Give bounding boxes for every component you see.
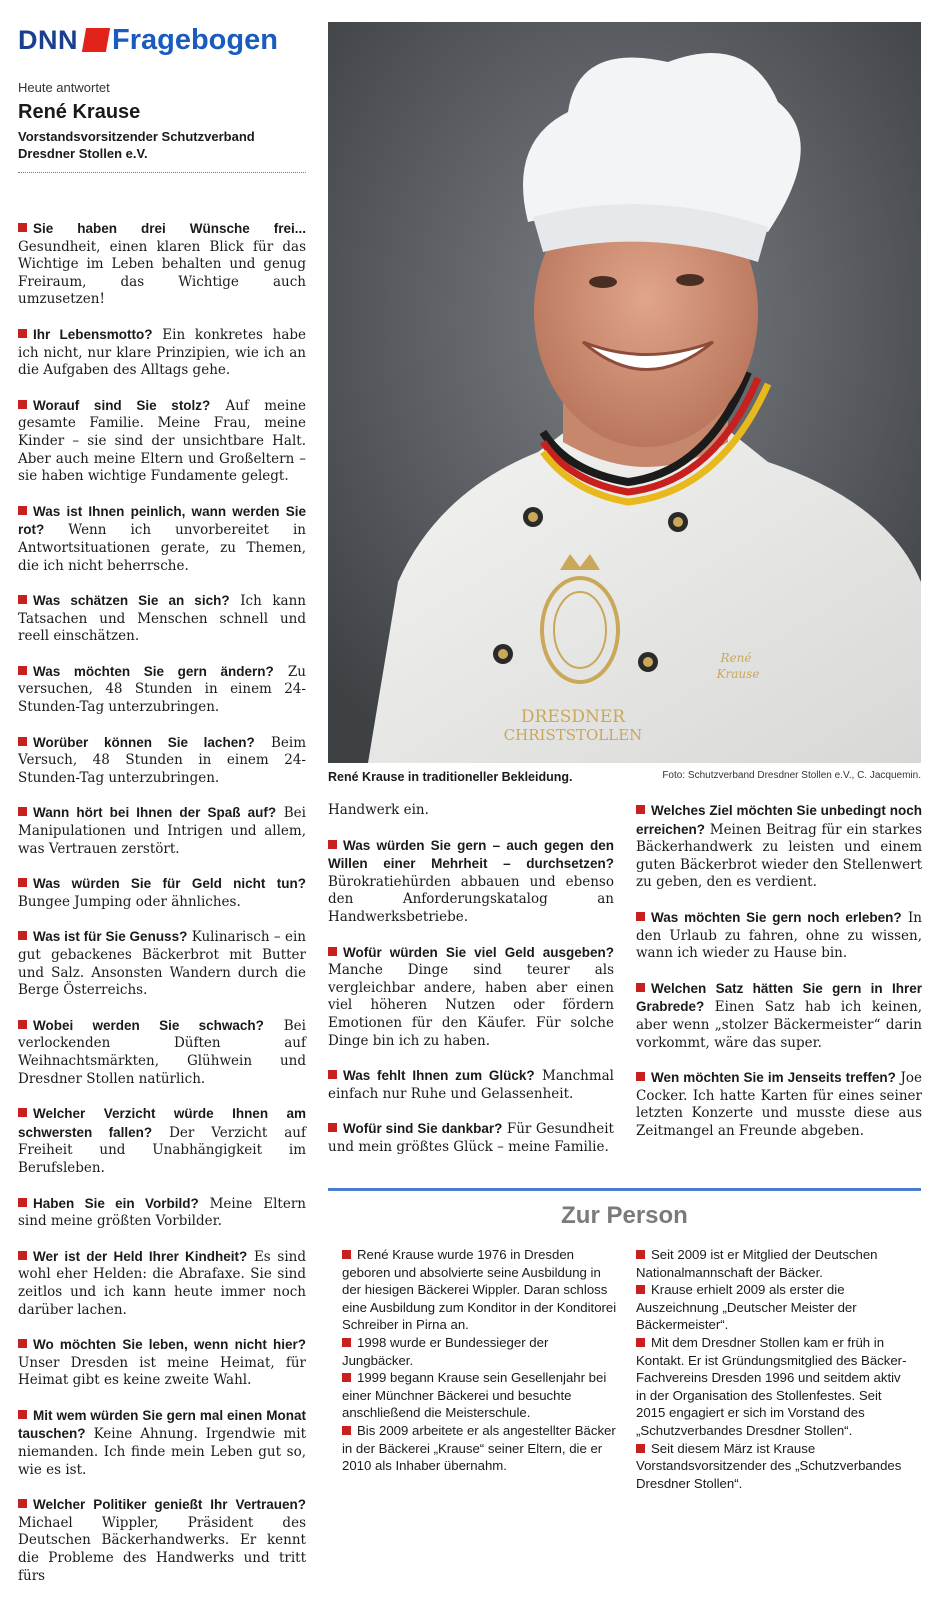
bullet-square-icon bbox=[342, 1426, 351, 1435]
jacket-name-line-2: Krause bbox=[716, 667, 760, 681]
bullet-square-icon bbox=[636, 1285, 645, 1294]
bullet-square-icon bbox=[18, 1251, 27, 1260]
bio-item bbox=[636, 1246, 914, 1281]
qa-item bbox=[636, 980, 922, 1052]
bio-text: René Krause wurde 1976 in Dresden geboren und absolvierte seine Ausbildung in der hiesigen Bäckerei Wippler. Daran schloss eine Ausbildung zum Konditor in der Konditorei Schreiber in Pirna an. bbox=[342, 1247, 617, 1333]
bio-text: Bis 2009 arbeitete er als angestellter Bäcker in der Bäckerei „Krause“ seiner Eltern, die er 2010 als Inhaber übernahm. bbox=[342, 1422, 616, 1474]
qa-column-3 bbox=[636, 802, 922, 1158]
qa-item bbox=[18, 1248, 306, 1319]
bullet-square-icon bbox=[18, 737, 27, 746]
qa-item bbox=[328, 944, 614, 1051]
question: Wer ist der Held Ihrer Kindheit? bbox=[33, 1248, 248, 1264]
qa-item bbox=[328, 1067, 614, 1103]
answer: Meinen Beitrag für ein starkes Bäckerhandwerk zu leisten und einem guten Bäckerbrot wieder den Stellenwert zu geben, den es verdient. bbox=[636, 821, 922, 891]
baker-portrait-illustration bbox=[328, 22, 921, 763]
answer: Bei verlockenden Düften auf Weihnachtsmärkten, Glühwein und Dresdner Stollen natürlich. bbox=[18, 1017, 306, 1087]
qa-item bbox=[18, 397, 306, 486]
question: Was ist Ihnen peinlich, wann werden Sie rot? bbox=[18, 503, 306, 538]
bio-text: Mit dem Dresdner Stollen kam er früh in Kontakt. Er ist Gründungsmitglied des Bäcker-Fachvereins Dresden 1996 und seitdem aktiv in der Organisation des Stollenfestes. Seit 2015 engagiert er sich im Vorstand des „Schutzverbandes Dresdner Stollen“. bbox=[636, 1334, 907, 1438]
answer: Keine Ahnung. Irgendwie mit niemanden. Ich finde mein Leben gut so, wie es ist. bbox=[18, 1426, 306, 1478]
bullet-square-icon bbox=[18, 506, 27, 515]
bullet-square-icon bbox=[636, 1250, 645, 1259]
answer: Ich kann Tatsachen und Menschen schnell und reell einschätzen. bbox=[18, 593, 307, 645]
photo-credit: Foto: Schutzverband Dresdner Stollen e.V., C. Jacquemin. bbox=[662, 770, 921, 781]
bullet-square-icon bbox=[328, 840, 337, 849]
bullet-square-icon bbox=[18, 1020, 27, 1029]
qa-item bbox=[18, 592, 306, 646]
qa-item bbox=[18, 220, 306, 309]
qa-item bbox=[18, 804, 306, 858]
bullet-square-icon bbox=[18, 329, 27, 338]
bullet-square-icon bbox=[18, 400, 27, 409]
bio-item bbox=[636, 1440, 914, 1493]
answer: Unser Dresden ist meine Heimat, für Heimat gibt es keine zweite Wahl. bbox=[18, 1354, 306, 1389]
answer: Zu versuchen, 48 Stunden in einem 24-Stunden-Tag unterzubringen. bbox=[18, 663, 306, 716]
bio-text: Seit 2009 ist er Mitglied der Deutschen Nationalmannschaft der Bäcker. bbox=[636, 1247, 878, 1280]
question: Wofür sind Sie dankbar? bbox=[343, 1121, 503, 1137]
photo-caption-bar bbox=[328, 768, 921, 786]
bullet-square-icon bbox=[18, 807, 27, 816]
question: Wobei werden Sie schwach? bbox=[33, 1017, 264, 1033]
bio-text: 1998 wurde er Bundessieger der Jungbäcker. bbox=[342, 1334, 549, 1368]
question: Sie haben drei Wünsche frei... bbox=[33, 221, 306, 236]
answer: Manche Dinge sind teurer als vergleichbar andere, haben aber einen viel höheren Nutzen oder fördern Emotionen für den Käufer. Für solche Dinge bin ich zu haben. bbox=[328, 962, 614, 1049]
answer: Der Verzicht auf Freiheit und Unabhängigkeit im Berufsleben. bbox=[18, 1124, 306, 1176]
bullet-square-icon bbox=[328, 1123, 337, 1132]
photo-caption: René Krause in traditioneller Bekleidung. bbox=[328, 770, 573, 784]
answer: Bürokratiehürden abbauen und ebenso den Anforderungskatalog an Handwerksbetriebe. bbox=[328, 873, 614, 925]
continued-text: Handwerk ein. bbox=[328, 802, 429, 818]
qa-item bbox=[328, 1120, 614, 1156]
answer: Bei Manipulationen und Intrigen und allem, was Vertrauen zerstört. bbox=[18, 805, 306, 857]
bio-item bbox=[342, 1246, 620, 1334]
bullet-square-icon bbox=[342, 1250, 351, 1259]
bullet-square-icon bbox=[18, 223, 27, 232]
bullet-square-icon bbox=[342, 1373, 351, 1382]
bullet-square-icon bbox=[18, 1410, 27, 1419]
question: Mit wem würden Sie gern mal einen Monat tauschen? bbox=[18, 1407, 306, 1442]
bullet-square-icon bbox=[18, 1108, 27, 1117]
red-square-icon bbox=[82, 28, 110, 52]
qa-item bbox=[18, 1195, 306, 1231]
bullet-square-icon bbox=[636, 983, 645, 992]
bullet-square-icon bbox=[18, 878, 27, 887]
question: Was möchten Sie gern noch erleben? bbox=[651, 909, 902, 925]
qa-item bbox=[18, 875, 306, 911]
qa-item bbox=[328, 837, 614, 927]
qa-item bbox=[18, 1017, 306, 1088]
intro-box bbox=[18, 80, 306, 173]
section-title: Fragebogen bbox=[112, 23, 278, 56]
question: Welches Ziel möchten Sie unbedingt noch erreichen? bbox=[636, 803, 922, 837]
question: Haben Sie ein Vorbild? bbox=[33, 1195, 199, 1211]
zur-person-column-left bbox=[342, 1246, 620, 1475]
qa-item bbox=[636, 1069, 922, 1140]
bullet-square-icon bbox=[18, 666, 27, 675]
zur-person-column-right bbox=[636, 1246, 914, 1492]
question: Was möchten Sie gern ändern? bbox=[33, 663, 274, 679]
question: Wofür würden Sie viel Geld ausgeben? bbox=[343, 944, 614, 960]
interviewee-name: René Krause bbox=[18, 101, 141, 123]
section-divider bbox=[328, 1188, 921, 1191]
question: Ihr Lebensmotto? bbox=[33, 326, 153, 342]
question: Worauf sind Sie stolz? bbox=[33, 397, 211, 413]
bullet-square-icon bbox=[636, 805, 645, 814]
bio-item bbox=[342, 1369, 620, 1422]
answer: Bungee Jumping oder ähnliches. bbox=[18, 893, 241, 910]
question: Welcher Verzicht würde Ihnen am schwersten fallen? bbox=[18, 1106, 306, 1140]
question: Welchen Satz hätten Sie gern in Ihrer Grabrede? bbox=[636, 980, 922, 1015]
qa-column-2 bbox=[328, 802, 614, 1174]
question: Wen möchten Sie im Jenseits treffen? bbox=[651, 1070, 896, 1086]
qa-item bbox=[18, 1336, 306, 1390]
bullet-square-icon bbox=[18, 1198, 27, 1207]
bio-text: Krause erhielt 2009 als erster die Auszeichnung „Deutscher Meister der Bäckermeister“. bbox=[636, 1282, 857, 1333]
zur-person-title: Zur Person bbox=[561, 1202, 688, 1229]
bullet-square-icon bbox=[636, 912, 645, 921]
bullet-square-icon bbox=[18, 931, 27, 940]
question: Was ist für Sie Genuss? bbox=[33, 929, 188, 945]
jacket-embroidery-line-2: CHRISTSTOLLEN bbox=[503, 726, 643, 744]
answer: Es sind wohl eher Helden: die Abrafaxe. Sie sind zeitlos und ich kann heute immer noch darüber lachen. bbox=[18, 1248, 306, 1318]
jacket-name-line-1: René bbox=[720, 651, 752, 665]
qa-item bbox=[18, 326, 306, 380]
bullet-square-icon bbox=[18, 595, 27, 604]
qa-item bbox=[18, 663, 306, 717]
answer: Wenn ich unvorbereitet in Antwortsituationen gerate, zu Themen, die ich nicht beherrsche. bbox=[18, 522, 306, 574]
answer: In den Urlaub zu fahren, ohne zu wissen, wann ich wieder zu Hause bin. bbox=[636, 909, 922, 962]
bullet-square-icon bbox=[18, 1499, 27, 1508]
answer: Ein konkretes habe ich nicht, nur klare Prinzipien, wie ich an die Aufgaben des Alltags gehe. bbox=[18, 326, 307, 379]
answer: Joe Cocker. Ich hatte Karten für eines seiner letzten Konzerte und musste diese aus Zeitmangel an Freunde abgeben. bbox=[636, 1070, 922, 1139]
bio-item bbox=[636, 1334, 914, 1440]
qa-item bbox=[18, 928, 306, 999]
bio-text: Seit diesem März ist Krause Vorstandsvorsitzender des „Schutzverbandes Dresdner Stollen“. bbox=[636, 1440, 902, 1491]
answer: Für Gesundheit und mein größtes Glück – meine Familie. bbox=[328, 1121, 614, 1155]
qa-item bbox=[636, 802, 922, 892]
bio-item bbox=[342, 1422, 620, 1475]
qa-item bbox=[18, 1496, 306, 1585]
masthead bbox=[18, 22, 278, 58]
bio-text: 1999 begann Krause sein Gesellenjahr bei einer Münchner Bäckerei und besuchte anschließend die Meisterschule. bbox=[342, 1370, 607, 1421]
qa-item bbox=[18, 734, 306, 788]
bullet-square-icon bbox=[636, 1444, 645, 1453]
question: Was schätzen Sie an sich? bbox=[33, 593, 230, 609]
answer: Einen Satz hab ich keinen, aber wenn „stolzer Bäckermeister“ darin vorkommt, wäre das super. bbox=[636, 999, 922, 1051]
answer: Meine Eltern sind meine größten Vorbilder. bbox=[18, 1195, 306, 1230]
qa-item bbox=[18, 1105, 306, 1177]
question: Was würden Sie gern – auch gegen den Willen einer Mehrheit – durchsetzen? bbox=[328, 837, 614, 872]
question: Was fehlt Ihnen zum Glück? bbox=[343, 1068, 535, 1084]
bullet-square-icon bbox=[328, 1070, 337, 1079]
dotted-divider bbox=[18, 172, 306, 173]
qa-column-1 bbox=[18, 220, 306, 1602]
bullet-square-icon bbox=[636, 1072, 645, 1081]
question: Was würden Sie für Geld nicht tun? bbox=[33, 876, 306, 892]
question: Welcher Politiker genießt Ihr Vertrauen? bbox=[33, 1497, 306, 1513]
jacket-embroidery-line-1: DRESDNER bbox=[520, 707, 626, 727]
brand-logo: DNN bbox=[18, 24, 78, 55]
bullet-square-icon bbox=[342, 1338, 351, 1347]
qa-item bbox=[18, 1407, 306, 1479]
answer: Michael Wippler, Präsident des Deutschen Bäckerhandwerks. Er kennt die Probleme des Handwerks und tritt fürs bbox=[18, 1514, 306, 1584]
qa-item bbox=[18, 503, 306, 575]
interviewee-role: Vorstandsvorsitzender Schutzverband Dresdner Stollen e.V. bbox=[18, 129, 255, 161]
question: Wann hört bei Ihnen der Spaß auf? bbox=[33, 805, 277, 821]
answer: Auf meine gesamte Familie. Meine Frau, meine Kinder – sie sind der unsichtbare Halt. Aber auch meine Eltern und Großeltern – sie haben wichtige Fundamente gelegt. bbox=[18, 397, 307, 485]
intro-kicker: Heute antwortet bbox=[18, 80, 110, 95]
portrait-photo bbox=[328, 22, 921, 763]
question: Wo möchten Sie leben, wenn nicht hier? bbox=[33, 1337, 306, 1353]
bullet-square-icon bbox=[18, 1339, 27, 1348]
answer: Gesundheit, einen klaren Blick für das Wichtige im Leben behalten und genug Freiraum, das Wichtige auch umzusetzen! bbox=[18, 238, 306, 308]
bio-item bbox=[636, 1281, 914, 1334]
bio-item bbox=[342, 1334, 620, 1369]
bullet-square-icon bbox=[636, 1338, 645, 1347]
question: Worüber können Sie lachen? bbox=[33, 734, 255, 750]
bullet-square-icon bbox=[328, 947, 337, 956]
answer: Manchmal einfach nur Ruhe und Gelassenheit. bbox=[328, 1068, 615, 1102]
answer: Beim Versuch, 48 Stunden in einem 24-Stunden-Tag unterzubringen. bbox=[18, 734, 306, 786]
answer: Kulinarisch – ein gut gebackenes Bäckerbrot mit Butter und Salz. Ansonsten Wandern durch die Berge Österreichs. bbox=[18, 929, 306, 999]
qa-item bbox=[636, 909, 922, 963]
